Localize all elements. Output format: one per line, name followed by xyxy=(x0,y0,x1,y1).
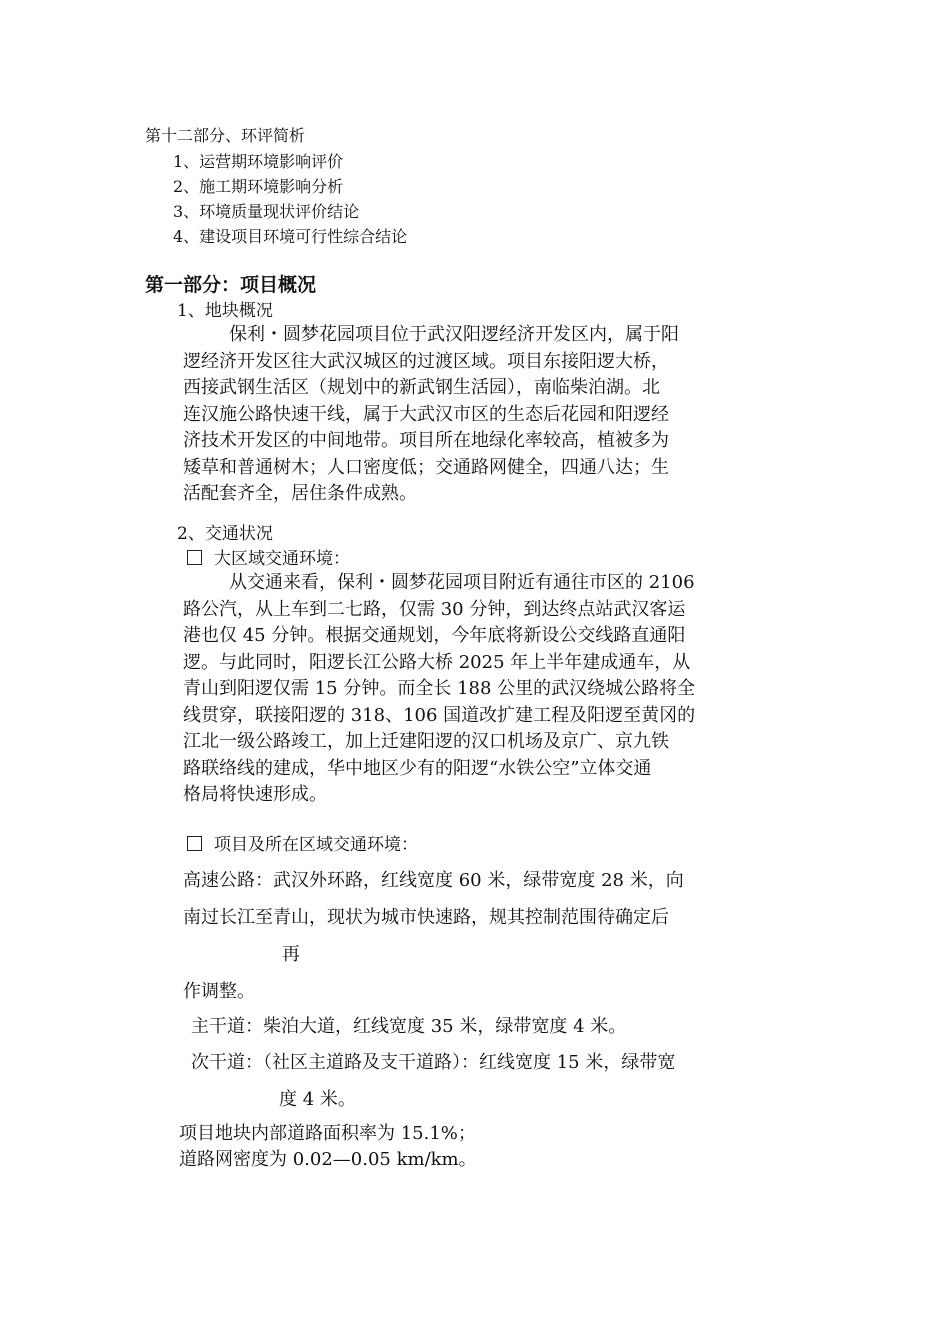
regional-line-3: 港也仅 45 分钟。根据交通规划，今年底将新设公交线路直通阳 xyxy=(183,625,686,646)
regional-line-7: 江北一级公路竣工，加上迁建阳逻的汉口机场及京广、京九铁 xyxy=(183,731,669,752)
highway-line-3: 再 xyxy=(282,944,300,965)
highway-line-1: 高速公路：武汉外环路，红线宽度 60 米，绿带宽度 28 米，向 xyxy=(183,870,684,891)
section1-line-6: 矮草和普通树木；人口密度低；交通路网健全，四通八达；生 xyxy=(183,456,669,478)
regional-line-5: 青山到阳逻仅需 15 分钟。而全长 188 公里的武汉绕城公路将全 xyxy=(183,678,696,699)
regional-traffic-label: 大区域交通环境： xyxy=(214,549,350,569)
regional-traffic-label-row xyxy=(187,546,350,572)
road-area-ratio: 项目地块内部道路面积率为 15.1%； xyxy=(179,1123,476,1144)
regional-line-9: 格局将快速形成。 xyxy=(183,784,327,805)
regional-line-6: 线贯穿，联接阳逻的 318、106 国道改扩建工程及阳逻至黄冈的 xyxy=(183,704,696,726)
section1-line-4: 连汉施公路快速干线，属于大武汉市区的生态后花园和阳逻经 xyxy=(183,403,669,425)
section1-paragraph xyxy=(183,322,793,508)
section1-line-7: 活配套齐全，居住条件成熟。 xyxy=(183,483,417,504)
secondary-road-line-2: 度 4 米。 xyxy=(279,1089,356,1110)
toc-item-3: 3、环境质量现状评价结论 xyxy=(173,202,360,221)
toc-item-1: 1、运营期环境影响评价 xyxy=(173,152,344,171)
regional-line-2: 路公汽，从上车到二七路，仅需 30 分钟，到达终点站武汉客运 xyxy=(183,598,686,620)
road-density: 道路网密度为 0.02—0.05 km/km。 xyxy=(179,1149,477,1170)
section1-line-3: 西接武钢生活区（规划中的新武钢生活园），南临柴泊湖。北 xyxy=(183,377,660,398)
section2-heading: 2、交通状况 xyxy=(177,524,273,544)
regional-line-8: 路联络线的建成，华中地区少有的阳逻“水铁公空”立体交通 xyxy=(183,757,652,779)
highway-line-2: 南过长江至青山，现状为城市快速路，规其控制范围待确定后 xyxy=(183,907,669,928)
checkbox-icon xyxy=(187,550,202,565)
section1-heading: 1、地块概况 xyxy=(177,301,273,321)
toc-item-4: 4、建设项目环境可行性综合结论 xyxy=(173,227,408,246)
secondary-road-line-1: 次干道：（社区主道路及支干道路）：红线宽度 15 米，绿带宽 xyxy=(191,1052,676,1073)
local-traffic-label: 项目及所在区域交通环境： xyxy=(214,835,418,855)
toc-heading: 第十二部分、环评简析 xyxy=(145,126,306,145)
toc-item-2: 2、施工期环境影响分析 xyxy=(173,177,344,196)
regional-traffic-paragraph xyxy=(183,570,793,809)
highway-line-4: 作调整。 xyxy=(183,981,255,1002)
section1-line-2: 逻经济开发区往大武汉城区的过渡区域。项目东接阳逻大桥， xyxy=(183,350,669,372)
main-road-line: 主干道：柴泊大道，红线宽度 35 米，绿带宽度 4 米。 xyxy=(191,1016,627,1037)
local-traffic-label-row xyxy=(187,832,418,858)
section1-line-5: 济技术开发区的中间地带。项目所在地绿化率较高，植被多为 xyxy=(183,430,669,451)
regional-line-4: 逻。与此同时，阳逻长江公路大桥 2025 年上半年建成通车，从 xyxy=(183,651,691,673)
part1-title: 第一部分：项目概况 xyxy=(145,274,317,296)
checkbox-icon xyxy=(187,836,202,851)
section1-line-1: 保利・圆梦花园项目位于武汉阳逻经济开发区内，属于阳 xyxy=(229,324,679,345)
regional-line-1: 从交通来看，保利・圆梦花园项目附近有通往市区的 2106 xyxy=(229,572,695,593)
